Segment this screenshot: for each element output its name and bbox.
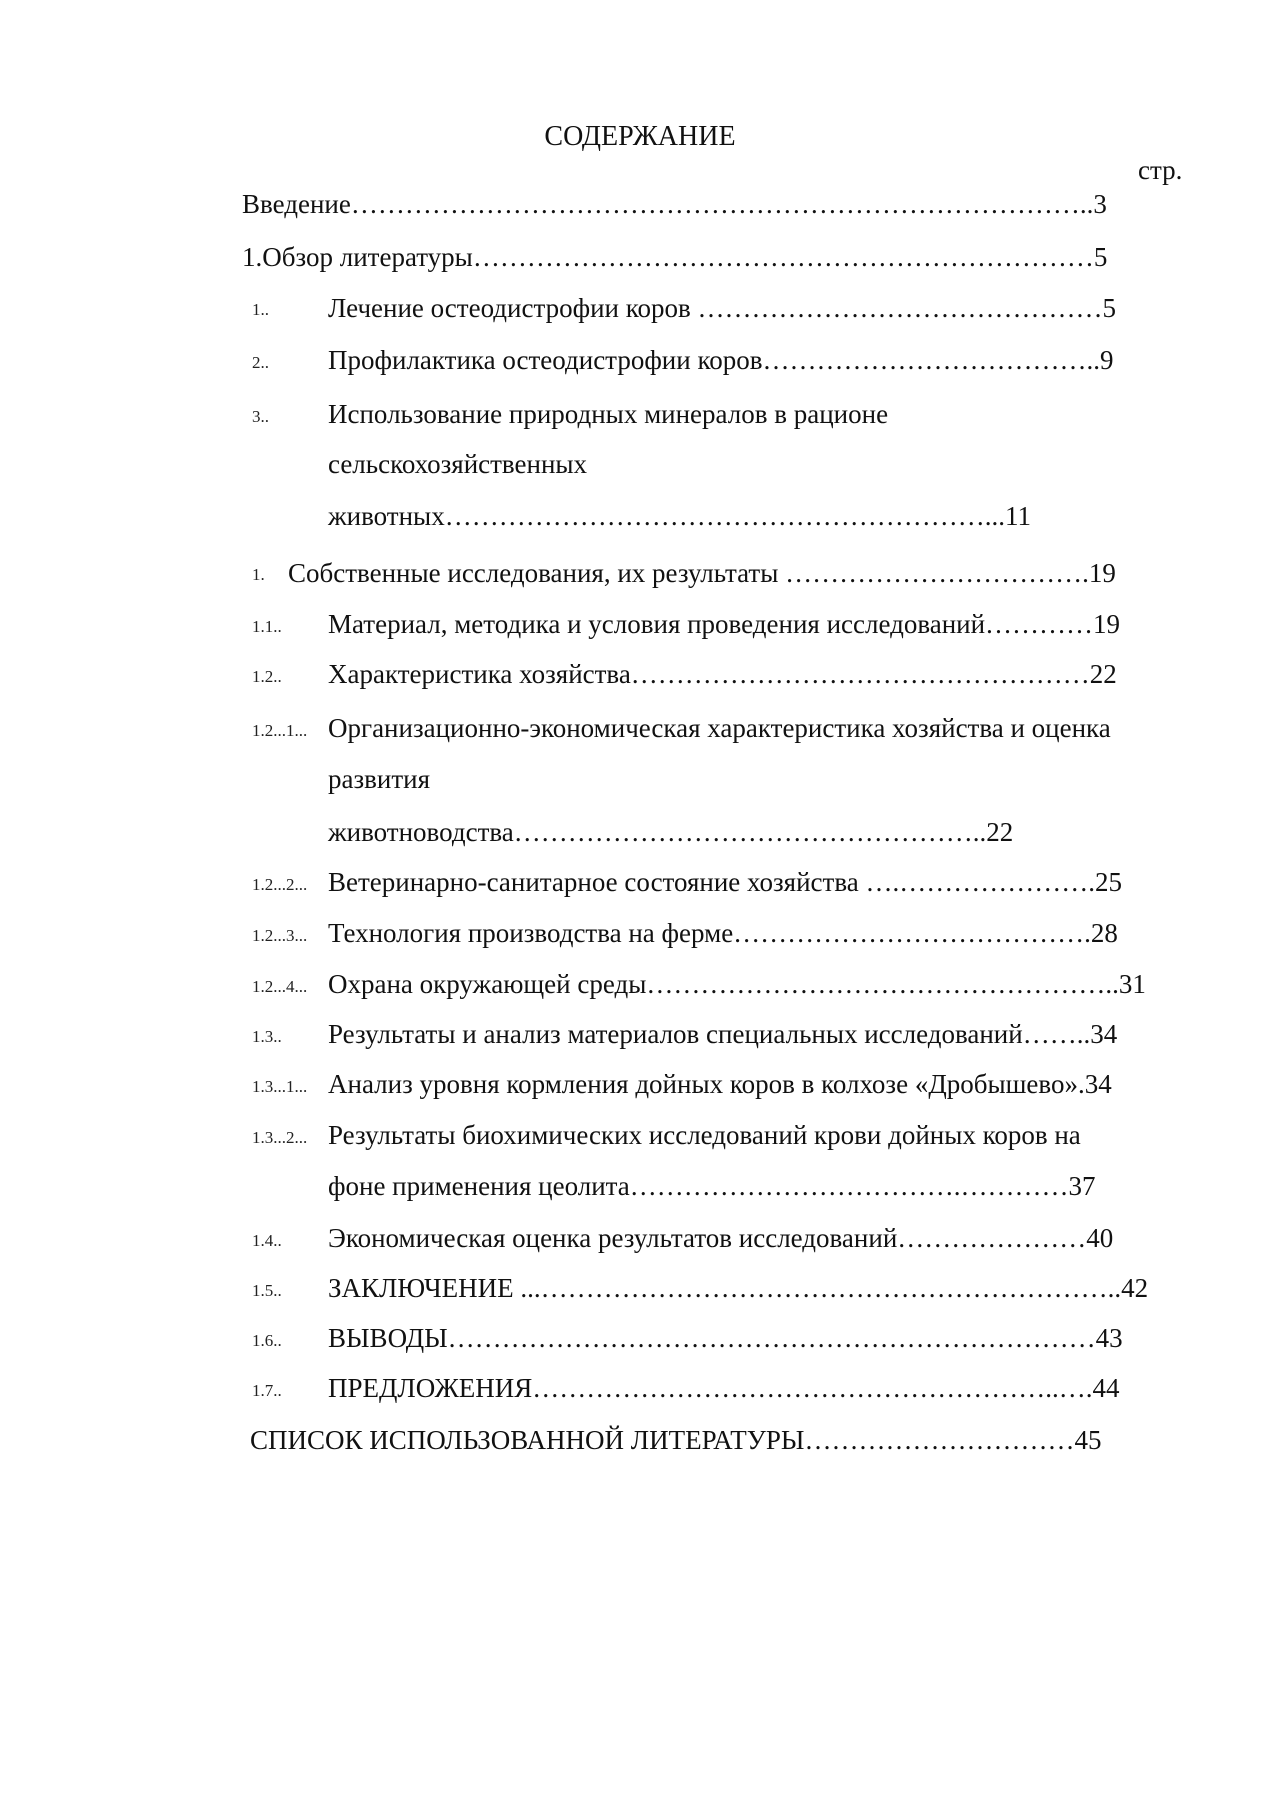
toc-entry-number: 2..: [252, 353, 269, 372]
toc-entry-text: фоне применения цеолита……………………………….…………37: [328, 1171, 1096, 1201]
toc-entry-number: 1.3..: [252, 1027, 282, 1046]
toc-entry-number: 1.2..: [252, 667, 282, 686]
page-column-label: стр.: [1138, 155, 1183, 185]
toc-entry-text: Экономическая оценка результатов исследований…………………40: [328, 1223, 1114, 1253]
toc-entry-text: Организационно-экономическая характеристика хозяйства и оценка: [328, 713, 1111, 743]
toc-entry-text: ПРЕДЛОЖЕНИЯ…………………………………………………..….44: [328, 1373, 1120, 1403]
toc-entry-text: Использование природных минералов в рационе: [328, 399, 889, 429]
toc-entry-text: Материал, методика и условия проведения исследований…………19: [328, 609, 1121, 639]
toc-entry-number: 1.3...1...: [252, 1077, 308, 1096]
toc-entry-text: СПИСОК ИСПОЛЬЗОВАННОЙ ЛИТЕРАТУРЫ…………………………45: [250, 1425, 1102, 1455]
toc-entry-text: 1.Обзор литературы……………………………………………………………5: [242, 242, 1108, 272]
toc-entry-number: 3..: [252, 407, 269, 426]
toc-entry-text: сельскохозяйственных: [328, 449, 588, 479]
toc-entry-text: животноводства……………………………………………..22: [328, 817, 1014, 847]
toc-entry-text: Ветеринарно-санитарное состояние хозяйства ….………………….25: [328, 867, 1122, 897]
toc-entry-number: 1.6..: [252, 1331, 282, 1350]
toc-entry-text: развития: [328, 764, 431, 794]
toc-entry-number: 1.: [252, 565, 265, 584]
toc-entry-number: 1..: [252, 300, 269, 319]
toc-entry-text: Анализ уровня кормления дойных коров в колхозе «Дробышево».34: [328, 1069, 1112, 1099]
toc-entry-number: 1.7..: [252, 1381, 282, 1400]
toc-entry-number: 1.2...3...: [252, 926, 308, 945]
toc-entry-text: Лечение остеодистрофии коров ………………………………………5: [328, 293, 1116, 323]
toc-entry-text: ВЫВОДЫ………………………………………………………………43: [328, 1323, 1123, 1353]
toc-entry-number: 1.5..: [252, 1281, 282, 1300]
toc-entry-text: Введение………………………………………………………………………..3: [242, 189, 1107, 219]
toc-entry-text: Собственные исследования, их результаты …………………………….19: [288, 558, 1116, 588]
toc-title: СОДЕРЖАНИЕ: [544, 121, 736, 152]
toc-entry-text: животных……………………………………………………...11: [328, 501, 1031, 531]
toc-entry-number: 1.1..: [252, 617, 282, 636]
toc-entry-text: Охрана окружающей среды……………………………………………..31: [328, 969, 1146, 999]
toc-entry-text: Технология производства на ферме………………………………….28: [328, 918, 1118, 948]
toc-entry-text: ЗАКЛЮЧЕНИЕ ...………………………………………………………..42: [328, 1273, 1149, 1303]
toc-entry-number: 1.2...1...: [252, 721, 308, 740]
toc-entry-number: 1.3...2...: [252, 1128, 308, 1147]
toc-entry-text: Профилактика остеодистрофии коров………………………………..9: [328, 345, 1114, 375]
toc-entry-number: 1.4..: [252, 1231, 282, 1250]
toc-entry-text: Результаты и анализ материалов специальных исследований……..34: [328, 1019, 1118, 1049]
toc-entry-text: Результаты биохимических исследований крови дойных коров на: [328, 1120, 1081, 1150]
toc-entry-number: 1.2...2...: [252, 875, 308, 894]
toc-entry-text: Характеристика хозяйства……………………………………………22: [328, 659, 1117, 689]
toc-entry-number: 1.2...4...: [252, 977, 308, 996]
